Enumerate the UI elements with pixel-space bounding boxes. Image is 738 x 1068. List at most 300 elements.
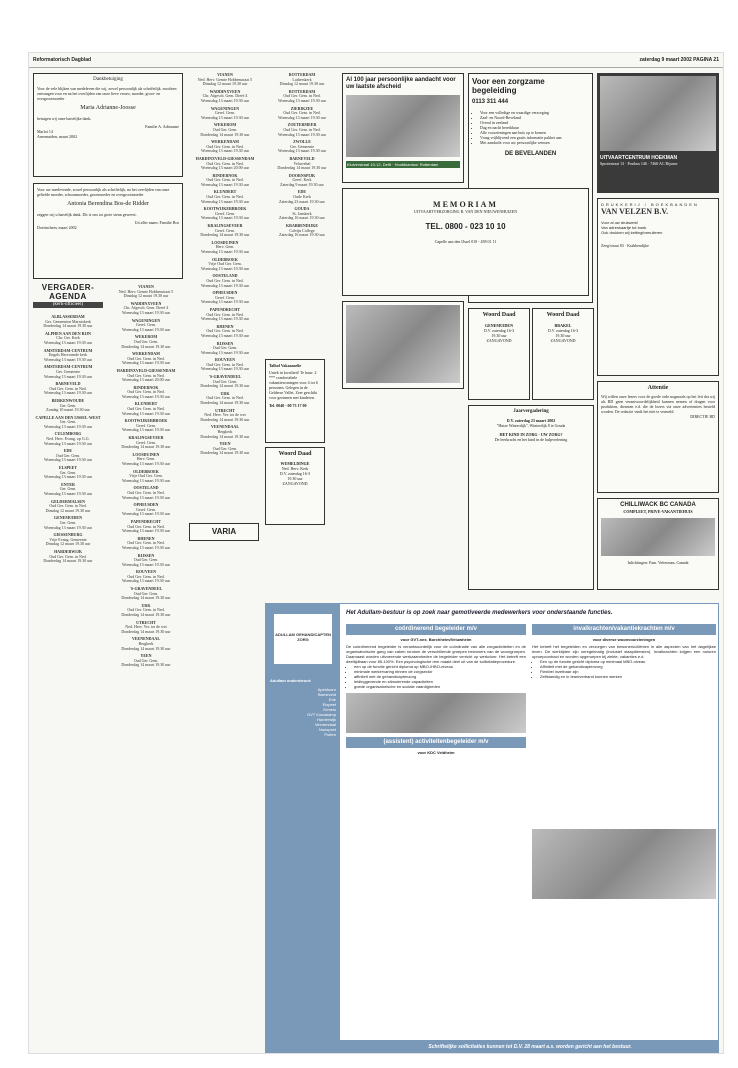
agenda-detail: Donderdag 14 maart 19.30 uur [43,558,93,564]
agenda-column-1 [33,315,103,1051]
agenda-detail: Woensdag 13 maart 19.30 uur [201,249,249,254]
agenda-detail: Woensdag 13 maart 19.30 uur [44,440,92,446]
agenda-place: ROTTERDAM [288,73,316,77]
right-job-title: invalkrachten/vakantiekrachten m/v [532,624,716,635]
agenda-place: WAGENINGEN [131,317,161,323]
woord-daad-ad-1 [468,308,530,400]
agenda-item [189,375,261,389]
agenda-detail: Oud Ger. Gem. in Ned. [127,355,165,361]
agenda-item [109,587,183,601]
building-photo [600,76,716,151]
agenda-detail: Geref. Gem. [215,294,235,300]
agenda-detail: Oud Ger. Gem. in Ned. [283,126,321,132]
agenda-place: OPHEUSDEN [212,290,238,296]
agenda-detail: Donderdag 14 maart 19.30 uur [200,450,250,456]
agenda-place: 'S-GRAVENDEEL [208,374,242,380]
varia-header [189,523,259,541]
agenda-detail: Oud Ger. Gem. in Ned. [49,503,87,509]
agenda-place: HARDINXVELD-GIESSENDAM [195,155,255,161]
agenda-detail: Woensdag 13 maart 19.30 uur [122,578,170,584]
agenda-item [267,224,337,238]
agenda-place: ALPHEN AAN DEN RIJN [45,330,91,336]
agenda-place: ZIERIKZEE [290,105,314,111]
bedankt-notice [33,183,183,279]
left-job-body: De coördinerend begeleider is verantwoordelijk voor de coördinatie van alle zorgactiviteiten en de organisatorische gang van zaken rondom de verschillende groepen bewoners van de woongroepen. Daarnaast worden uitvoerende werkzaamheden de begeleider verricht op werkvloer. Het betreft een deeltijdbaan voor 85-100%. Een psychologische rem maakt deel uit van de sollicitatieprocedure. [346,644,526,664]
agenda-place: GOUDA [294,206,310,212]
notice-thanks: betuigen wij onze hartelijke dank. [37,116,92,121]
agenda-item [189,342,261,356]
ad-title: MEMORIAM [433,200,498,209]
agenda-detail: Woensdag 13 maart 19.30 uur [201,148,249,154]
agenda-detail: Oud Ger. Gem. in Ned. [206,328,244,334]
sidebar-title: Adullam ondersteunt: [270,678,312,683]
agenda-detail: Oud Ger. Gem. in Ned. [206,194,244,200]
agenda-detail: Woensdag 13 maart 19.30 uur [122,511,170,517]
agenda-item [109,369,183,383]
agenda-detail: Vrije Evang. Gemeente [49,536,87,542]
agenda-place: KRALINGSEVEER [128,435,164,441]
ad-place: "Huize Winterdijk", Winterdijk 8 te Gouda [496,423,566,428]
workplace-photo [346,693,526,733]
agenda-detail: Woensdag 13 maart 19.30 uur [201,366,249,372]
ad-title: CHILLIWACK BC CANADA [620,502,696,508]
agenda-detail: Oud Ger. Gem. [212,378,238,384]
left-job-sub-2: voor KDC Veldheim [417,750,455,755]
jaarvergadering-ad [468,405,594,590]
notice-sign: Uit aller naam: Familie Bos [134,220,179,225]
agenda-item [33,449,103,463]
notice-body: Voor de vele blijken van medeleven die wij, zowel persoonlijk als schriftelijk, mochten ontvangen voor en na het overlijden van onze lieve vrouw, moeder, groot- en overgrootmoeder [37,86,177,101]
building-photo [346,95,460,157]
agenda-place: VIANEN [217,73,233,77]
ad-phone: Tel. 0040 - 00 73 17 00 [269,403,307,408]
agenda-detail: Ned. Herv. Ver. tot de wet [204,412,246,418]
notice-name: Maria Adrianne-Joosse [80,105,136,111]
service-list [472,110,589,145]
agenda-item [189,157,261,171]
agenda-place: VIANEN [138,285,154,289]
ad-headline: Het Adullam-bestuur is op zoek naar gemotiveerde medewerkers voor onderstaande functies. [346,610,613,616]
agenda-detail: Zondag 10 maart 19.30 uur [46,407,90,413]
ad-body: Uniek in kwaliteit! Te huur: 2 *** comfortabele vakantiewoningen voor 4 tot 6 personen. Gelegen in de Gelderse Vallei. Zeer geschikt voor gezinnen met kinderen. [269,370,318,400]
agenda-item [109,554,183,568]
agenda-item [33,550,103,564]
agenda-item [109,604,183,618]
agenda-item [267,174,337,188]
agenda-detail: Woensdag 13 maart 20.00 uur [122,377,170,383]
notice-name: Antonia Berendina Bos-de Ridder [67,201,149,207]
agenda-place: PAPENDRECHT [209,306,241,312]
notice-body: Voor uw meelevende, zowel persoonlijk als schriftelijk, na het overlijden van onze geliefde moeder, schoonmoeder, grootmoeder en overgrootmoeder [37,187,170,197]
agenda-detail: Oud Ger. Gem. in Ned. [206,395,244,401]
agenda-detail: Herv. Gem. [136,456,156,462]
agenda-detail: Ger. Gem. [59,419,77,425]
agenda-item [33,365,103,379]
agenda-place: ELSPEET [58,465,77,471]
service-item: • Met aandacht voor uw persoonlijke wensen [480,140,589,145]
agenda-detail: Woensdag 13 maart 19.30 uur [201,332,249,338]
agenda-detail: Oud Ger. Gem. in Ned. [206,177,244,183]
notice-sign: Familie A. Adriaanse [145,124,179,129]
agenda-detail: Ger. Gem. [59,486,77,492]
agenda-item [267,73,337,87]
agenda-detail: Donderdag 14 maart 19.30 uur [121,662,171,668]
ad-line: Ned. Herv. Kerk D.V. zaterdag 16-3 19.30 uur ZANGAVOND [279,466,311,486]
ad-title: Woord Daad [278,451,312,457]
agenda-place: OLDEBROEK [133,468,159,474]
agenda-item [33,432,103,446]
agenda-place: ROTTERDAM [288,88,316,94]
ad-sub: COMPLEET, PRIVE-VAKANTIEHUIS [623,509,693,514]
agenda-detail: Woensdag 13 maart 19.30 uur [122,561,170,567]
agenda-detail: Donderdag 14 maart 19.30 uur [200,416,250,422]
requirement-item: • Een op de functie gericht diploma op minimaal MBO-niveau [540,659,716,664]
agenda-place: HARDINXVELD-GIESSENDAM [116,367,176,373]
agenda-place: AMSTERDAM-CENTRUM [43,347,93,353]
service-item: • Alle voorzieningen aan huis op te komen [480,130,589,135]
agenda-detail: Chr. Afgesch. Gem. Dreef 4 [123,305,169,311]
dankbetuiging-notice [33,73,183,177]
agenda-detail: Oud Ger. Gem. in Ned. [283,110,321,116]
agenda-place: WADDINXVEEN [209,88,241,94]
agenda-detail: Oud Ger. Gem. [212,126,238,132]
agenda-item [267,157,337,171]
agenda-detail: Woensdag 13 maart 19.30 uur [201,299,249,305]
agenda-place: BARNEVELD [55,381,81,387]
agenda-item [109,352,183,366]
agenda-item [189,73,261,87]
ad-title: Woord Daad [546,312,580,318]
agenda-place: OPHEUSDEN [133,502,159,508]
ad-title: VAN VELZEN B.V. [601,207,669,216]
agenda-place: OOSTELAND [133,485,159,491]
agenda-place: RIJSSEN [216,340,234,346]
agenda-detail: Oud Ger. Gem. in Ned. [206,277,244,283]
agenda-item [33,416,103,430]
agenda-item [189,123,261,137]
agenda-detail: Oud Ger. Gem. in Ned. [127,489,165,495]
agenda-item [109,470,183,484]
agenda-item [267,107,337,121]
agenda-detail: Oud Ger. Gem. in Ned. [206,311,244,317]
page-header [29,53,723,68]
sidebar-item: GVT Kouwkamp [306,712,336,717]
left-job-sub: voor GVT-nex. Borchheim/Veluwheim [400,637,472,642]
adullam-job-ad [265,603,719,1054]
agenda-detail: Oud Ger. Gem. in Ned. [127,607,165,613]
agenda-detail: Oud Ger. Gem. [133,557,159,563]
left-job-title-2: (assistent) activiteitenbegeleider m/v [346,737,526,748]
agenda-detail: Woensdag 13 maart 19.30 uur [278,114,326,120]
ad-item: Ook drukken wij kettingformulieren [601,230,663,235]
agenda-item [33,332,103,346]
agenda-detail: Donderdag 14 maart 19.30 uur [200,383,250,389]
agenda-detail: Woensdag 13 maart 19.30 uur [122,326,170,332]
requirement-item: • Flexibel inzetbaar zijn [540,669,716,674]
agenda-detail: Oud Ger. Gem. [133,657,159,663]
agenda-detail: Oude Kerk [293,194,311,200]
agenda-detail: Woensdag 13 maart 19.30 uur [122,528,170,534]
agenda-detail: Woensdag 13 maart 19.30 uur [278,131,326,137]
ad-phone: 0113 311 444 [472,99,509,105]
agenda-detail: Woensdag 13 maart 19.30 uur [201,282,249,288]
agenda-detail: Woensdag 13 maart 19.30 uur [201,114,249,120]
woord-daad-ad-3 [265,447,325,525]
agenda-detail: Zaterdag 23 maart 19.30 uur [279,198,325,204]
agenda-item [33,516,103,530]
agenda-item [189,274,261,288]
hoekman-ad [597,73,719,193]
ad-place: GENEMUIDEN [484,323,513,328]
agenda-place: KRABBENDIJKE [285,223,318,229]
service-item: • Vraag vrijblijvend een gratis informatie pakket aan [480,135,589,140]
agenda-detail: Bergkerk [138,641,154,646]
agenda-place: PAPENDRECHT [130,518,162,524]
agenda-column-2 [109,285,183,1051]
agenda-place: EDE [63,448,73,454]
ad-footer: Sprotestraat 13 · Postbus 146 · 7460 AC Rijssen [600,161,678,166]
agenda-detail: Oud Ger. Gem. in Ned. [49,553,87,559]
agenda-place: OOSTELAND [212,273,238,279]
sidebar-item: Ede [328,697,336,702]
memoriam-ad [342,188,589,296]
ad-title: Voor een zorgzame begeleiding [472,77,545,95]
agenda-item [109,537,183,551]
agenda-place: KRALINGSEVEER [207,223,243,229]
left-job-title: coördinerend begeleider m/v [346,624,526,635]
agenda-item [189,107,261,121]
agenda-place: UTRECHT [136,619,156,625]
notice-place: Doetinchem, maart 2002 [37,225,77,230]
ad-title: Jaarvergadering [513,409,549,414]
ad-line: D.V. zaterdag 16-3 19.30 uur ZANGAVOND [547,328,579,343]
agenda-detail: Woensdag 13 maart 19.30 uur [201,181,249,187]
agenda-place: 'S-GRAVENDEEL [129,586,163,592]
agenda-detail: Donderdag 14 maart 19.30 uur [121,612,171,618]
agenda-item [33,533,103,547]
agenda-detail: Woensdag 13 maart 19.30 uur [122,544,170,550]
agenda-item [33,483,103,497]
agenda-detail: Donderdag 14 maart 19.30 uur [200,433,250,439]
agenda-detail: Woensdag 13 maart 19.30 uur [122,360,170,366]
agenda-item [33,349,103,363]
agenda-item [109,621,183,635]
ad-line: D.V. zaterdag 16-3 19.30 uur ZANGAVOND [483,328,515,343]
agenda-detail: Veluwehal [293,160,311,166]
agenda-place: RHENEN [137,535,155,541]
agenda-detail: Chr. Ger. Kerk [56,335,80,341]
ad-small: DRUKKERIJ / BOEKBANDEN [601,202,699,207]
agenda-item [189,291,261,305]
agenda-detail: Donderdag 14 maart 19.30 uur [121,444,171,450]
agenda-detail: Zaterdag 9 maart 19.30 uur [280,181,324,187]
agenda-place: KLUNDERT [134,401,158,407]
agenda-place: ZOETERMEER [287,122,317,128]
ad-footer: Inlichtingen: Fam. Vetterman, Canada [627,560,689,565]
agenda-item [109,637,183,651]
agenda-detail: Oud Ger. Gem. in Ned. [127,389,165,395]
ad-address: Capelle aan den IJssel 010 - 458 01 11 [434,239,497,244]
ad-item: Voor al uw drukwerk! [601,220,639,225]
agenda-place: YEEN [140,653,152,659]
agenda-item [109,436,183,450]
agenda-place: EDE [297,189,307,195]
agenda-item [109,419,183,433]
agenda-detail: Woensdag 13 maart 19.30 uur [122,477,170,483]
ad-question: HET KIND IN ZORG - UW ZORG? [499,432,563,437]
agenda-place: GELDERMALSEN [50,498,85,504]
agenda-detail: Woensdag 13 maart 19.30 uur [44,524,92,530]
agenda-item [33,500,103,514]
ad-item: Van adreskaartje tot boek [601,225,647,230]
agenda-detail: Dinsdag 12 maart 19.30 uur [123,293,169,299]
agenda-place: WERKENDAM [211,139,239,145]
agenda-item [267,207,337,221]
agenda-detail: Woensdag 13 maart 20.00 uur [201,165,249,171]
agenda-detail: Geref. Gem. [215,110,235,116]
agenda-detail: Vrije Oud Ger. Gem. [208,261,242,267]
service-item: • Voor een volledige en waardige verzorging [480,110,589,115]
agenda-item [189,207,261,221]
agenda-place: KOOTWIJKERBROEK [203,206,247,212]
ad-items [601,220,715,235]
agenda-detail: Woensdag 13 maart 19.30 uur [201,265,249,271]
agenda-detail: Zaterdag 16 maart 19.30 uur [279,215,325,221]
agenda-detail: Donderdag 14 maart 19.30 uur [121,645,171,651]
agenda-item [189,325,261,339]
agenda-column-4 [267,73,337,353]
agenda-detail: Oud Ger. Gem. in Ned. [49,385,87,391]
agenda-detail: Woensdag 13 maart 19.30 uur [278,97,326,103]
requirement-item: • leidinggevende en stimulerende capaciteiten [354,679,526,684]
agenda-item [189,358,261,372]
ad-phone: TEL. 0800 - 023 10 10 [425,222,506,231]
agenda-place: WADDINXVEEN [130,300,162,306]
agenda-detail: Ger. Gem. [59,402,77,408]
agenda-detail: Dinsdag 12 maart 19.30 uur [202,81,248,87]
funeral-ad-1 [342,73,464,183]
agenda-place: ENTER [61,481,75,487]
agenda-place: CAPELLE AAN DEN IJSSEL-WEST [35,414,101,420]
agenda-item [33,466,103,480]
sidebar-item: Barneveld [317,692,336,697]
agenda-place: URK [220,390,230,396]
agenda-item [109,285,183,299]
agenda-detail: Woensdag 13 maart 19.30 uur [44,373,92,379]
agenda-item [189,442,261,456]
agenda-detail: Ned. Herv. Gemte Hobbenstraat 5 [197,76,253,82]
agenda-item [189,409,261,423]
agenda-place: ROUVEEN [214,357,235,363]
agenda-detail: Donderdag 14 maart 19.30 uur [121,628,171,634]
agenda-detail: Geref. Gem. [136,439,156,445]
service-item: • Overal in zeeland [480,120,589,125]
agenda-place: UTRECHT [215,407,235,413]
agenda-detail: Oud Ger. Gem. [212,445,238,451]
agenda-detail: Ger. Gem. [59,519,77,525]
agenda-item [109,386,183,400]
ad-title: Talhof Vakaanselie [269,363,302,368]
agenda-place: ALBLASSERDAM [51,315,85,319]
agenda-detail: Donderdag 14 maart 19.30 uur [43,323,93,329]
agenda-detail: Woensdag 13 maart 19.30 uur [122,427,170,433]
ad-date: D.V. zaterdag 23 maart 2002 [506,418,556,423]
agenda-detail: Woensdag 13 maart 19.30 uur [201,215,249,221]
sidebar-list [266,687,340,737]
sidebar-item: Ermelo [323,707,336,712]
agenda-detail: Zaterdag 16 maart 19.30 uur [279,232,325,238]
agenda-item [109,486,183,500]
agenda-place: WERKENDAM [132,351,160,357]
agenda-item [267,90,337,104]
agenda-place: BERKENWOUDE [51,397,85,403]
requirement-item: • affiniteit met de gehandicaptenzorg [354,674,526,679]
agenda-place: KOOTWIJKERBROEK [124,418,168,424]
agenda-place: CULEMBORG [54,431,82,437]
agenda-place: HARDERWIJK [54,548,82,554]
agenda-detail: Donderdag 14 maart 19.30 uur [121,343,171,349]
agenda-detail: Woensdag 13 maart 19.30 uur [122,309,170,315]
agenda-detail: Woensdag 13 maart 19.30 uur [44,491,92,496]
agenda-detail: Woensdag 13 maart 19.30 uur [44,423,92,429]
ad-title: Woord Daad [482,312,516,318]
ad-place: WEMELDINGE [280,461,310,466]
agenda-item [109,654,183,668]
agenda-item [109,503,183,517]
ad-sub: De leerkracht en het kind in de hulpverlening [494,437,568,442]
ad-title: UITVAARTCENTRUM HOEKMAN [600,155,678,161]
agenda-detail: Lutherskerk [292,76,312,82]
right-job-body: Het betreft het begeleiden en verzorgen van bewoners/cliënten in alle aspecten van het dagelijkse leven. De werktijden zijn onregelmatig (inclusief slaapdiensten). Invalkrachten krijgen een nuluren oproepcontract en worden opgeroepen bij ziekte, vakanties e.d. [532,644,716,659]
talhof-ad [265,359,325,443]
agenda-detail: Woensdag 13 maart 19.30 uur [44,339,92,345]
sidebar-item: Apeldoorn [317,687,336,692]
woord-daad-ad-2 [532,308,594,400]
agenda-place: RINDERNOK [133,384,159,390]
agenda-detail: Ned. Herv. Evang. op G.G. [46,436,90,442]
bookshop-ad [342,301,464,389]
agenda-detail: Oud Ger. Gem. in Ned. [127,406,165,412]
agenda-detail: Woensdag 13 maart 19.30 uur [122,410,170,416]
ad-place: BRAKEL [554,323,572,328]
agenda-subtitle: (kerk-officieel) [33,302,103,308]
agenda-detail: Geref. Kerk [292,177,312,183]
agenda-place: ZWOLLE [293,139,311,145]
agenda-item [189,392,261,406]
agenda-place: VEENENDAAL [131,636,160,642]
newspaper-name: Reformatorisch Dagblad [33,57,92,63]
agenda-item [267,190,337,204]
agenda-detail: Woensdag 13 maart 19.30 uur [122,461,170,466]
agenda-item [109,570,183,584]
agenda-detail: Ger. Gemeente [56,368,80,374]
agenda-detail: Donderdag 14 maart 19.30 uur [200,131,250,137]
agenda-detail: Woensdag 13 maart 19.30 uur [278,148,326,154]
agenda-place: WEKEROM [134,334,158,340]
agenda-detail: Oud Ger. Gem. in Ned. [206,361,244,367]
agenda-detail: Ned. Herv. Ver. tot de wet [125,624,167,630]
sidebar-item: Harderwijk [317,717,336,722]
left-job-requirements [346,664,526,689]
chilliwack-ad [597,498,719,590]
agenda-item [33,315,103,329]
agenda-detail: Woensdag 13 maart 19.30 uur [201,97,249,103]
agenda-detail: Chr. Afgesch. Gem. Dreef 4 [202,93,248,99]
sidebar-item: Putten [324,732,336,737]
agenda-item [189,140,261,154]
agenda-detail: Dinsdag 12 maart 19.30 uur [279,81,325,87]
adullam-left [346,624,526,1034]
